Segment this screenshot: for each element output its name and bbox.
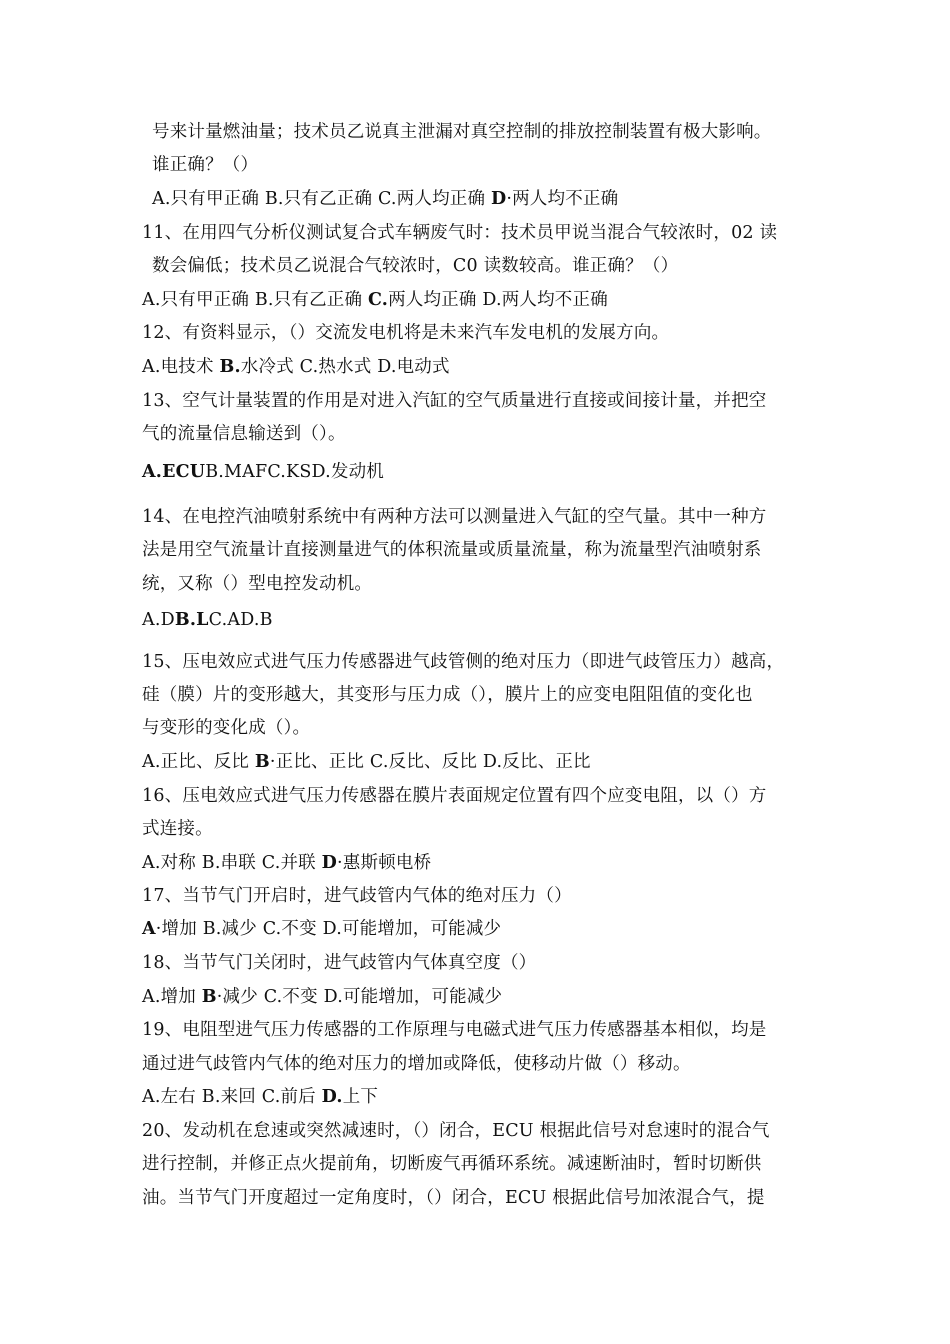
text-span: C.AD.B: [208, 610, 273, 630]
question-14: [142, 505, 766, 529]
question-16: [142, 784, 766, 808]
answer-mark: D.: [321, 1087, 343, 1107]
text-span: 11、在用四气分析仪测试复合式车辆废气时：技术员甲说当混合气较浓时，02 读: [142, 223, 778, 243]
text-span: 15、压电效应式进气压力传感器进气歧管侧的绝对压力（即进气歧管压力）越高，: [142, 652, 785, 672]
text-span: 17、当节气门开启时，进气歧管内气体的绝对压力（）: [142, 886, 572, 906]
text-span: 两人均正确 D.两人均不正确: [388, 290, 608, 310]
options-line: [142, 460, 384, 484]
question-20: [142, 1119, 770, 1143]
options-line: [142, 1085, 378, 1109]
answer-mark: C.: [367, 290, 389, 310]
text-span: A.只有甲正确 B.只有乙正确: [142, 290, 368, 310]
text-line: [142, 817, 213, 841]
text-line: [152, 153, 258, 177]
answer-mark: B: [201, 987, 217, 1007]
text-line: [142, 716, 310, 740]
question-18: [142, 951, 536, 975]
options-line: [142, 851, 431, 875]
text-span: ·增加 B.减少 C.不变 D.可能增加，可能减少: [155, 919, 502, 939]
text-span: 统，又称（）型电控发动机。: [142, 574, 373, 594]
text-span: 19、电阻型进气压力传感器的工作原理与电磁式进气压力传感器基本相似，均是: [142, 1020, 767, 1040]
text-span: 硅（膜）片的变形越大，其变形与压力成（），膜片上的应变电阻阻值的变化也: [142, 685, 753, 705]
text-span: A.对称 B.串联 C.并联: [142, 853, 322, 873]
text-line: [142, 538, 762, 562]
text-span: 油。当节气门开度超过一定角度时，（）闭合，ECU 根据此信号加浓混合气，提: [142, 1188, 765, 1208]
text-span: ·减少 C.不变 D.可能增加，可能减少: [216, 987, 503, 1007]
answer-mark: B.L: [174, 610, 209, 630]
text-span: 14、在电控汽油喷射系统中有两种方法可以测量进入气缸的空气量。其中一种方: [142, 507, 767, 527]
question-11: [142, 221, 777, 245]
options-line: [142, 985, 502, 1009]
text-span: A.只有甲正确 B.只有乙正确 C.两人均正确: [152, 189, 491, 209]
text-span: 水冷式 C.热水式 D.电动式: [240, 357, 450, 377]
text-span: B.MAFC.KSD.发动机: [205, 462, 384, 482]
options-line: [142, 917, 501, 941]
text-span: 16、压电效应式进气压力传感器在膜片表面规定位置有四个应变电阻，以（）方: [142, 786, 767, 806]
text-span: ·正比、正比 C.反比、反比 D.反比、正比: [269, 752, 591, 772]
question-15: [142, 650, 784, 674]
answer-mark: D: [490, 189, 507, 209]
text-span: 上下: [342, 1087, 379, 1107]
options-line: [142, 355, 450, 379]
question-13: [142, 389, 766, 413]
text-span: 式连接。: [142, 819, 213, 839]
options-line: [142, 288, 608, 312]
question-19: [142, 1018, 766, 1042]
text-line: [142, 1186, 765, 1210]
text-span: 进行控制，并修正点火提前角，切断废气再循环系统。减速断油时，暂时切断供: [142, 1154, 762, 1174]
text-span: 13、空气计量装置的作用是对进入汽缸的空气质量进行直接或间接计量，并把空: [142, 391, 767, 411]
text-span: 法是用空气流量计直接测量进气的体积流量或质量流量，称为流量型汽油喷射系: [142, 540, 762, 560]
text-span: ·惠斯顿电桥: [337, 853, 432, 873]
text-line: [142, 422, 346, 446]
text-span: 12、有资料显示，（）交流发电机将是未来汽车发电机的发展方向。: [142, 323, 670, 343]
text-span: 与变形的变化成（）。: [142, 718, 311, 738]
text-span: 通过进气歧管内气体的绝对压力的增加或降低，使移动片做（）移动。: [142, 1054, 691, 1074]
text-span: A.增加: [142, 987, 202, 1007]
question-12: [142, 321, 669, 345]
text-span: 数会偏低；技术员乙说混合气较浓时，C0 读数较高。谁正确？（）: [152, 256, 679, 276]
text-span: 谁正确？（）: [152, 155, 259, 175]
question-17: [142, 884, 572, 908]
text-line: [152, 254, 678, 278]
answer-mark: A.ECU: [142, 462, 206, 482]
text-span: A.左右 B.来回 C.前后: [142, 1087, 322, 1107]
text-span: A.电技术: [142, 357, 220, 377]
text-line: [142, 1052, 691, 1076]
text-span: 气的流量信息输送到（）。: [142, 424, 346, 444]
options-line: [142, 608, 273, 632]
text-span: 20、发动机在怠速或突然减速时，（）闭合，ECU 根据此信号对怠速时的混合气: [142, 1121, 770, 1141]
options-line: [142, 750, 591, 774]
text-span: ·两人均不正确: [506, 189, 619, 209]
text-span: 号来计量燃油量；技术员乙说真主泄漏对真空控制的排放控制装置有极大影响。: [152, 122, 772, 142]
answer-mark: B: [254, 752, 270, 772]
answer-mark: D: [321, 853, 338, 873]
text-span: A.正比、反比: [142, 752, 255, 772]
answer-mark: A: [142, 919, 156, 939]
text-line: [152, 120, 772, 144]
text-line: [142, 572, 372, 596]
text-span: 18、当节气门关闭时，进气歧管内气体真空度（）: [142, 953, 537, 973]
options-line: [152, 187, 618, 211]
text-line: [142, 1152, 762, 1176]
answer-mark: B.: [219, 357, 241, 377]
text-line: [142, 683, 753, 707]
text-span: A.D: [142, 610, 175, 630]
